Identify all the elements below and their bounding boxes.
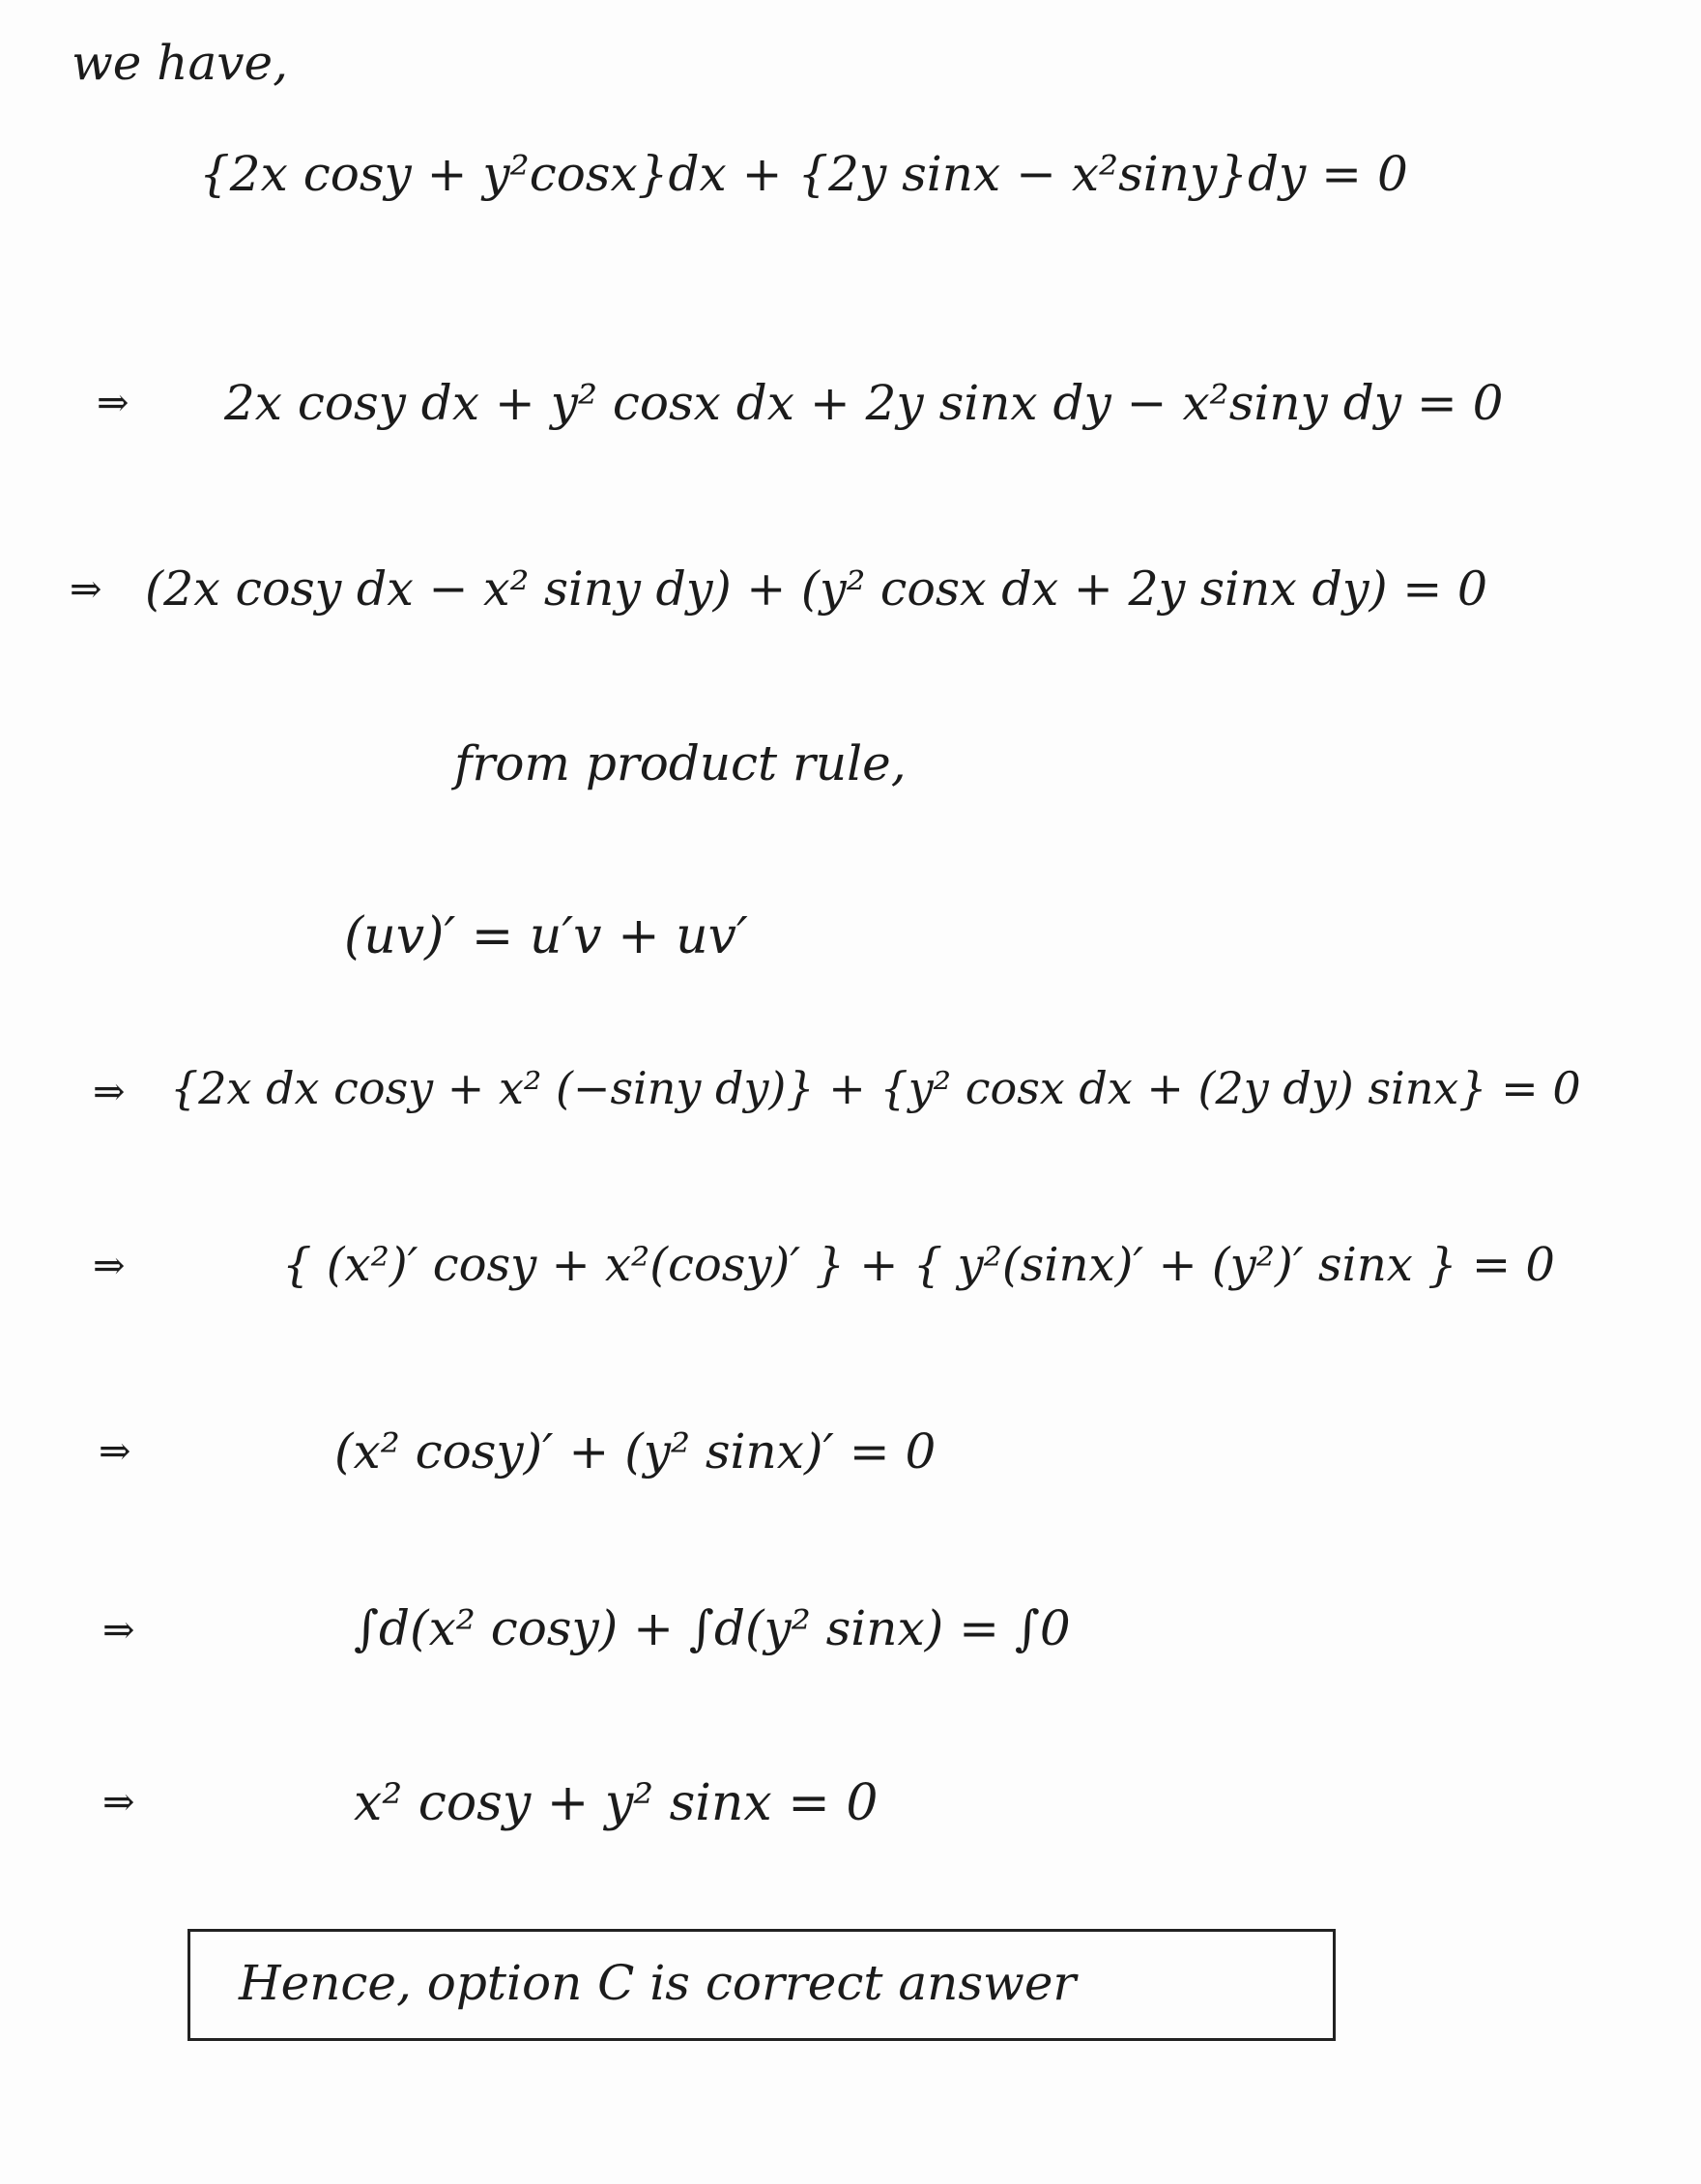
step-derivatives: { (x²)′ cosy + x²(cosy)′ } + { y²(sinx)′ + (y²)′ sinx } = 0 [282,1238,1555,1292]
implies-arrow: ⇒ [97,381,130,425]
implies-arrow: ⇒ [93,1244,126,1288]
given-equation: {2x cosy + y²cosx}dx + {2y sinx − x²siny}dy = 0 [199,146,1408,202]
step-group: (2x cosy dx − x² siny dy) + (y² cosx dx + 2y sinx dy) = 0 [145,561,1488,617]
product-rule-formula: (uv)′ = u′v + uv′ [344,907,748,965]
step-product-rule: (x² cosy)′ + (y² sinx)′ = 0 [334,1423,937,1480]
answer-box [187,1929,1336,2041]
final-solution: x² cosy + y² sinx = 0 [354,1774,879,1832]
product-rule-text: from product rule, [454,735,907,791]
step-expand: 2x cosy dx + y² cosx dx + 2y sinx dy − x²siny dy = 0 [224,375,1504,431]
implies-arrow: ⇒ [70,567,102,612]
answer-text: Hence, option C is correct answer [239,1955,1077,2011]
implies-arrow: ⇒ [99,1429,131,1474]
step-rearrange: {2x dx cosy + x² (−siny dy)} + {y² cosx dx + (2y dy) sinx} = 0 [170,1062,1581,1114]
intro-text: we have, [72,35,289,91]
step-integrate: ∫d(x² cosy) + ∫d(y² sinx) = ∫0 [354,1600,1071,1656]
implies-arrow: ⇒ [102,1608,135,1652]
implies-arrow: ⇒ [102,1780,135,1825]
implies-arrow: ⇒ [93,1070,126,1114]
